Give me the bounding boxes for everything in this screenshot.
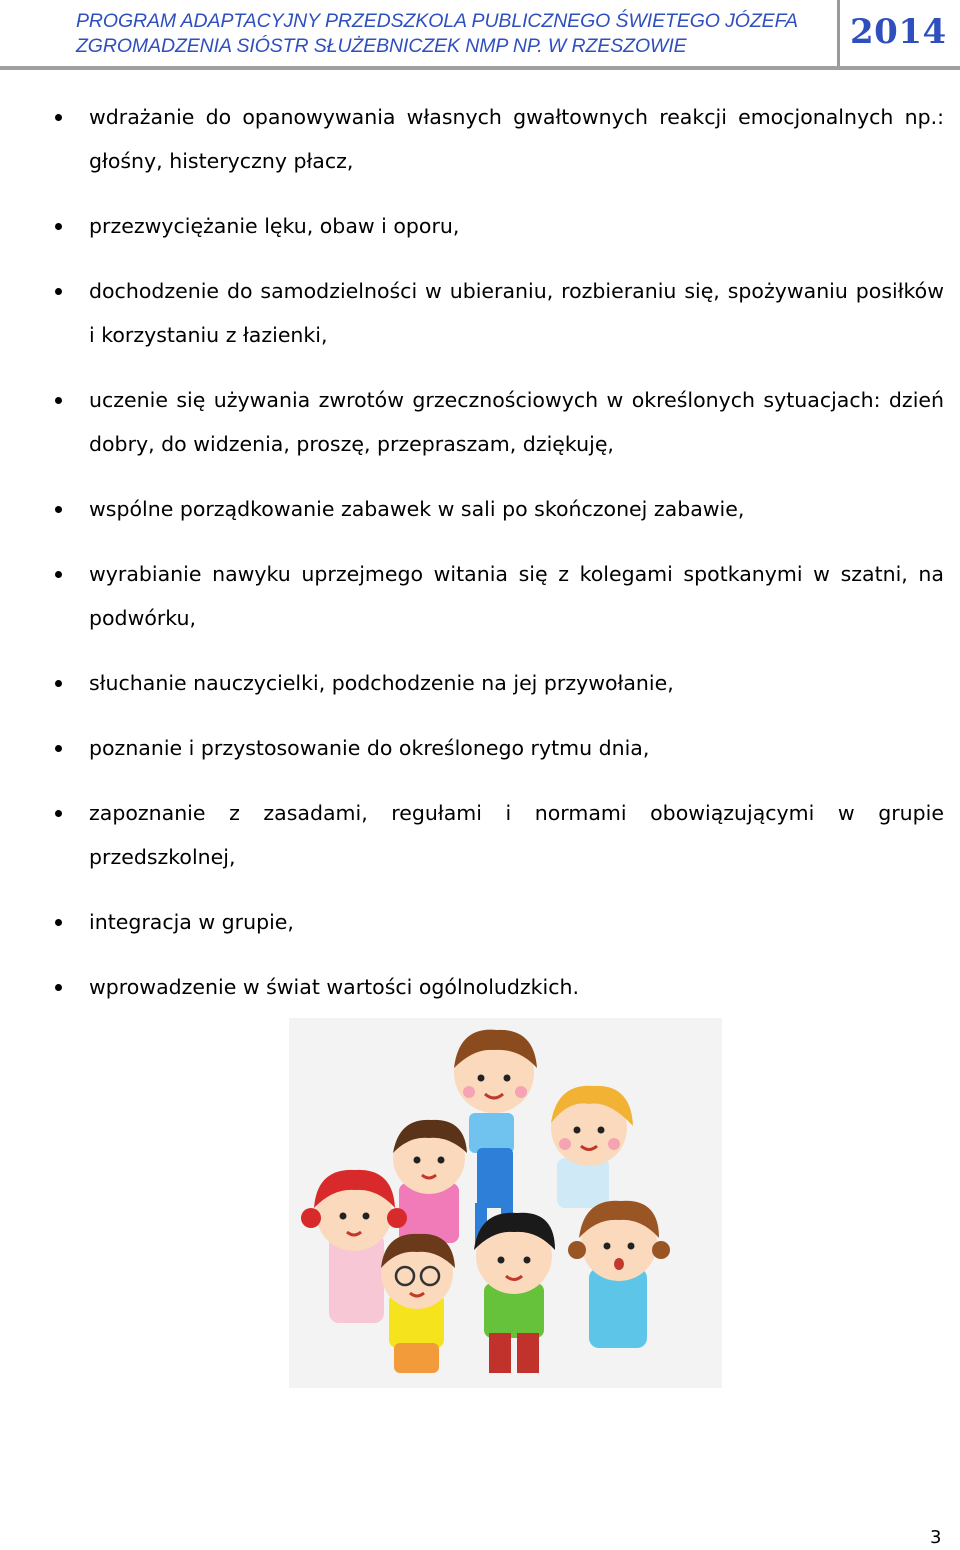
header-title-line-1: PROGRAM ADAPTACYJNY PRZEDSZKOLA PUBLICZNEGO ŚWIETEGO JÓZEFA <box>76 10 798 32</box>
list-item <box>0 900 960 944</box>
list-item-text: wdrażanie do opanowywania własnych gwałtownych reakcji emocjonalnych np.: głośny, histeryczny płacz, <box>89 105 944 173</box>
list-item <box>0 95 960 183</box>
list-item-text: słuchanie nauczycielki, podchodzenie na jej przywołanie, <box>89 671 674 695</box>
bullet-icon <box>55 984 62 991</box>
bullet-list <box>0 95 960 1030</box>
bullet-icon <box>55 680 62 687</box>
children-group-illustration <box>289 1018 722 1388</box>
list-item-text: zapoznanie z zasadami, regułami i normami obowiązującymi w grupie przedszkolnej, <box>89 801 944 869</box>
list-item-text: dochodzenie do samodzielności w ubieraniu, rozbieraniu się, spożywaniu posiłków i korzystaniu z łazienki, <box>89 279 944 347</box>
bullet-icon <box>55 919 62 926</box>
bullet-icon <box>55 223 62 230</box>
list-item <box>0 965 960 1009</box>
header-year: 2014 <box>850 12 947 52</box>
bullet-icon <box>55 810 62 817</box>
bullet-icon <box>55 397 62 404</box>
list-item-text: integracja w grupie, <box>89 910 294 934</box>
page-header <box>0 0 960 72</box>
children-illustration-icon <box>289 1018 722 1388</box>
list-item <box>0 661 960 705</box>
list-item <box>0 378 960 466</box>
list-item-text: uczenie się używania zwrotów grzecznościowych w określonych sytuacjach: dzień dobry, do widzenia, proszę, przepraszam, dziękuję, <box>89 388 944 456</box>
list-item <box>0 791 960 879</box>
list-item-text: wprowadzenie w świat wartości ogólnoludzkich. <box>89 975 580 999</box>
list-item-text: przezwyciężanie lęku, obaw i oporu, <box>89 214 460 238</box>
header-title <box>76 9 831 59</box>
bullet-icon <box>55 745 62 752</box>
list-item <box>0 487 960 531</box>
list-item-text: wyrabianie nawyku uprzejmego witania się z kolegami spotkanymi w szatni, na podwórku, <box>89 562 944 630</box>
list-item <box>0 552 960 640</box>
list-item <box>0 726 960 770</box>
bullet-icon <box>55 571 62 578</box>
bullet-icon <box>55 506 62 513</box>
list-item-text: wspólne porządkowanie zabawek w sali po skończonej zabawie, <box>89 497 745 521</box>
bullet-icon <box>55 288 62 295</box>
page-number: 3 <box>930 1527 942 1548</box>
header-divider-horizontal <box>0 66 960 70</box>
header-divider-vertical <box>837 0 840 68</box>
list-item <box>0 204 960 248</box>
list-item <box>0 269 960 357</box>
bullet-icon <box>55 114 62 121</box>
header-title-line-2: ZGROMADZENIA SIÓSTR SŁUŻEBNICZEK NMP NP. W RZESZOWIE <box>76 35 687 57</box>
list-item-text: poznanie i przystosowanie do określonego rytmu dnia, <box>89 736 650 760</box>
